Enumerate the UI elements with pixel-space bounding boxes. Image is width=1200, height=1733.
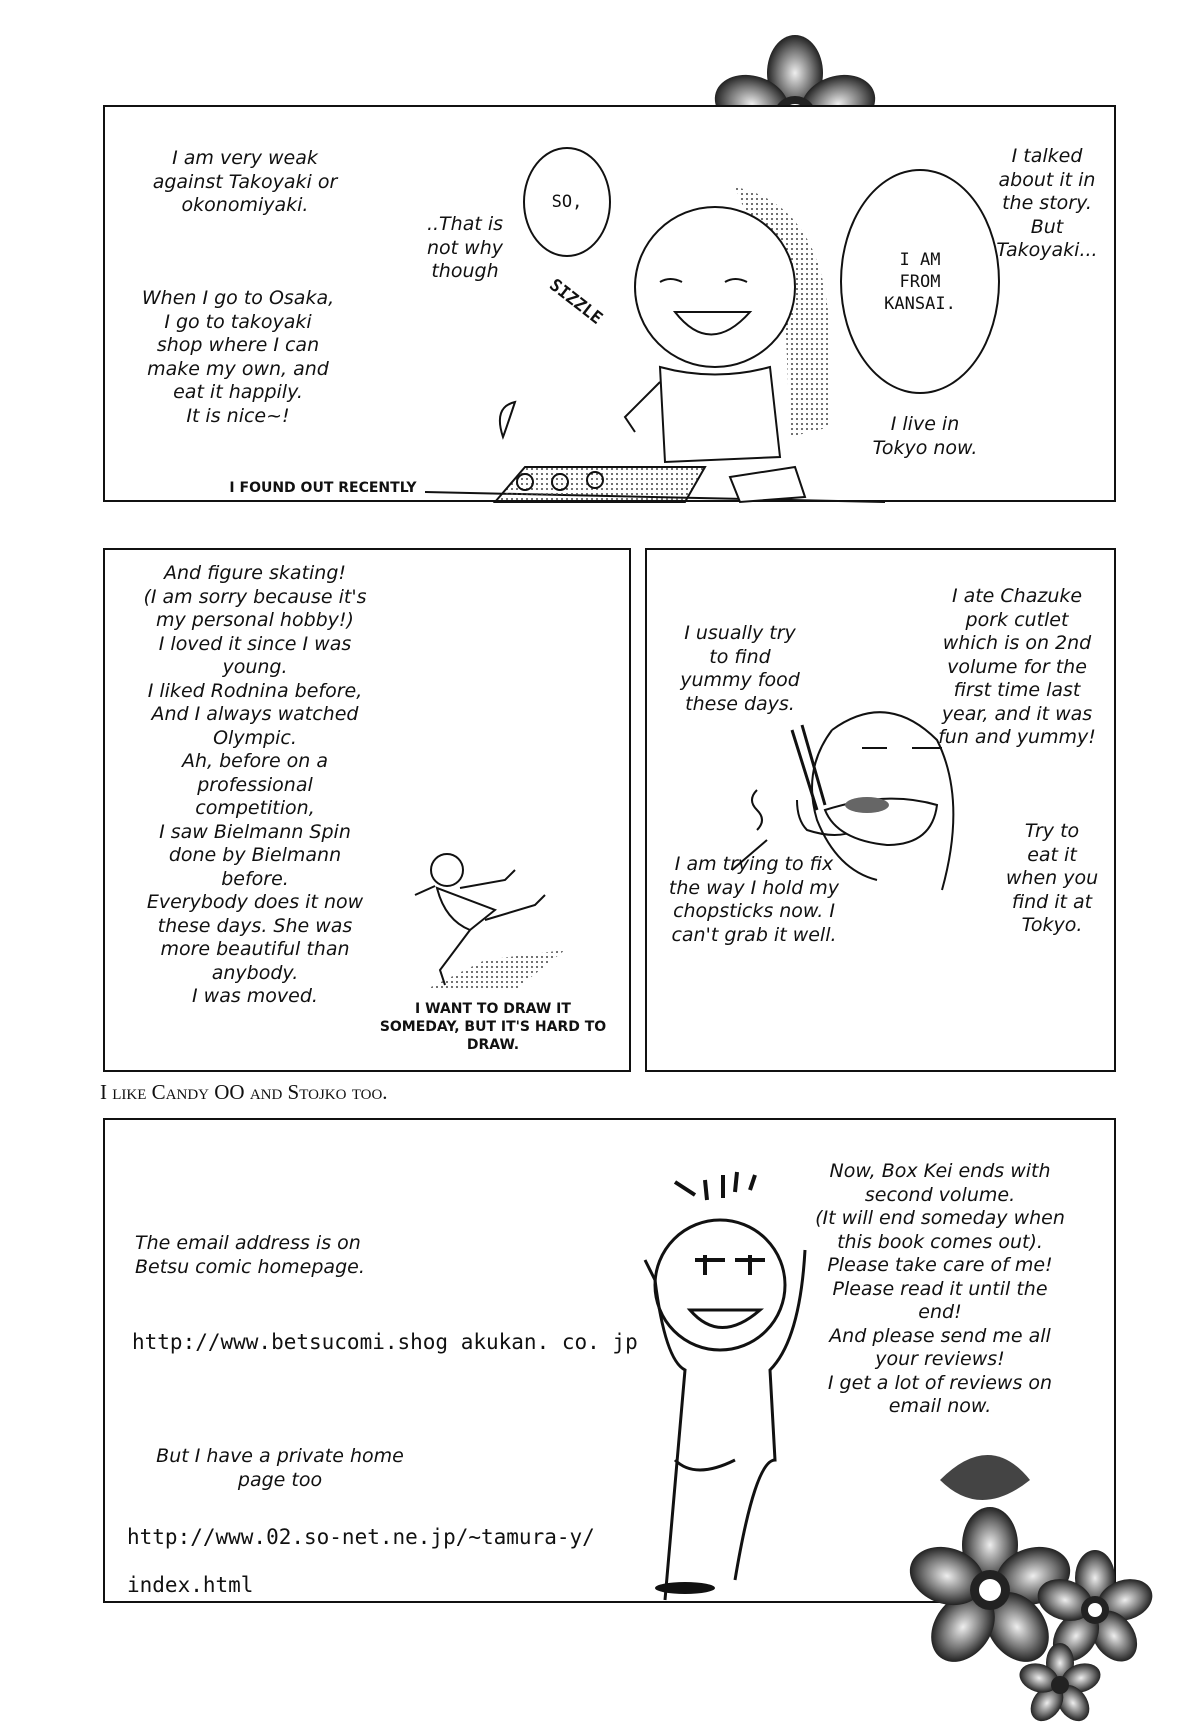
panel-figure-skating: [103, 548, 631, 1072]
text-talked-about-it: I talked about it in the story. But Takoyaki...: [996, 145, 1098, 261]
skater-illustration: [375, 850, 615, 1000]
text-yummy-food: I usually try to find yummy food these days.: [680, 622, 800, 715]
text-fix-chopsticks: I am trying to fix the way I hold my chopsticks now. I can't grab it well.: [668, 853, 840, 946]
bubble-kansai-text: I AM FROM KANSAI.: [884, 249, 956, 314]
link-private-home-page[interactable]: http://www.02.so-net.ne.jp/~tamura-y/: [127, 1525, 595, 1549]
speech-bubble-kansai: [840, 169, 1000, 394]
panel-chazuke: [645, 548, 1116, 1072]
text-weak-against-takoyaki: I am very weak against Takoyaki or okonomiyaki.: [152, 147, 338, 216]
panel-takoyaki: [103, 105, 1116, 502]
text-osaka: When I go to Osaka, I go to takoyaki shop where I can make my own, and eat it happily. It is nice~!: [141, 287, 335, 427]
text-not-why: ..That is not why though: [426, 213, 504, 282]
link-private-home-page-cont[interactable]: index.html: [127, 1573, 254, 1597]
text-figure-skating: And figure skating! (I am sorry because it's my personal hobby!) I loved it since I was young. I liked Rodnina before, And I always watched Olympic. Ah, before on a professional competition, I saw Bielmann Spin done by Bielmann before. Everybody does it now these days. She was more beautiful than anybody. I was moved.: [143, 562, 367, 1007]
text-live-in-tokyo: I live in Tokyo now.: [872, 413, 978, 459]
bubble-so-text: SO,: [551, 192, 583, 212]
text-private-home-page: But I have a private home page too: [156, 1445, 404, 1491]
text-try-to-eat-it: Try to eat it when you find it at Tokyo.: [1005, 820, 1099, 936]
flower-decoration-bottom: [880, 1440, 1150, 1720]
link-betsucomi-homepage[interactable]: http://www.betsucomi.shog akukan. co. jp: [132, 1330, 638, 1354]
footnote-candy-stojko: I like Candy OO and Stojko too.: [100, 1080, 388, 1104]
text-chazuke-pork-cutlet: I ate Chazuke pork cutlet which is on 2nd volume for the first time last year, and it was fun and yummy!: [938, 585, 1096, 748]
caption-found-out-recently: I FOUND OUT RECENTLY: [229, 480, 417, 496]
sfx-sizzle: SIZZLE: [545, 275, 607, 329]
text-email-address: The email address is on Betsu comic homepage.: [135, 1232, 365, 1278]
text-box-kei-ends: Now, Box Kei ends with second volume. (It will end someday when this book comes out). Please take care of me! Please read it until the end! And please send me all your reviews! I get a lot of reviews on email now.: [815, 1160, 1065, 1417]
caption-hard-to-draw: I WANT TO DRAW IT SOMEDAY, BUT IT'S HARD TO DRAW.: [379, 1001, 607, 1053]
